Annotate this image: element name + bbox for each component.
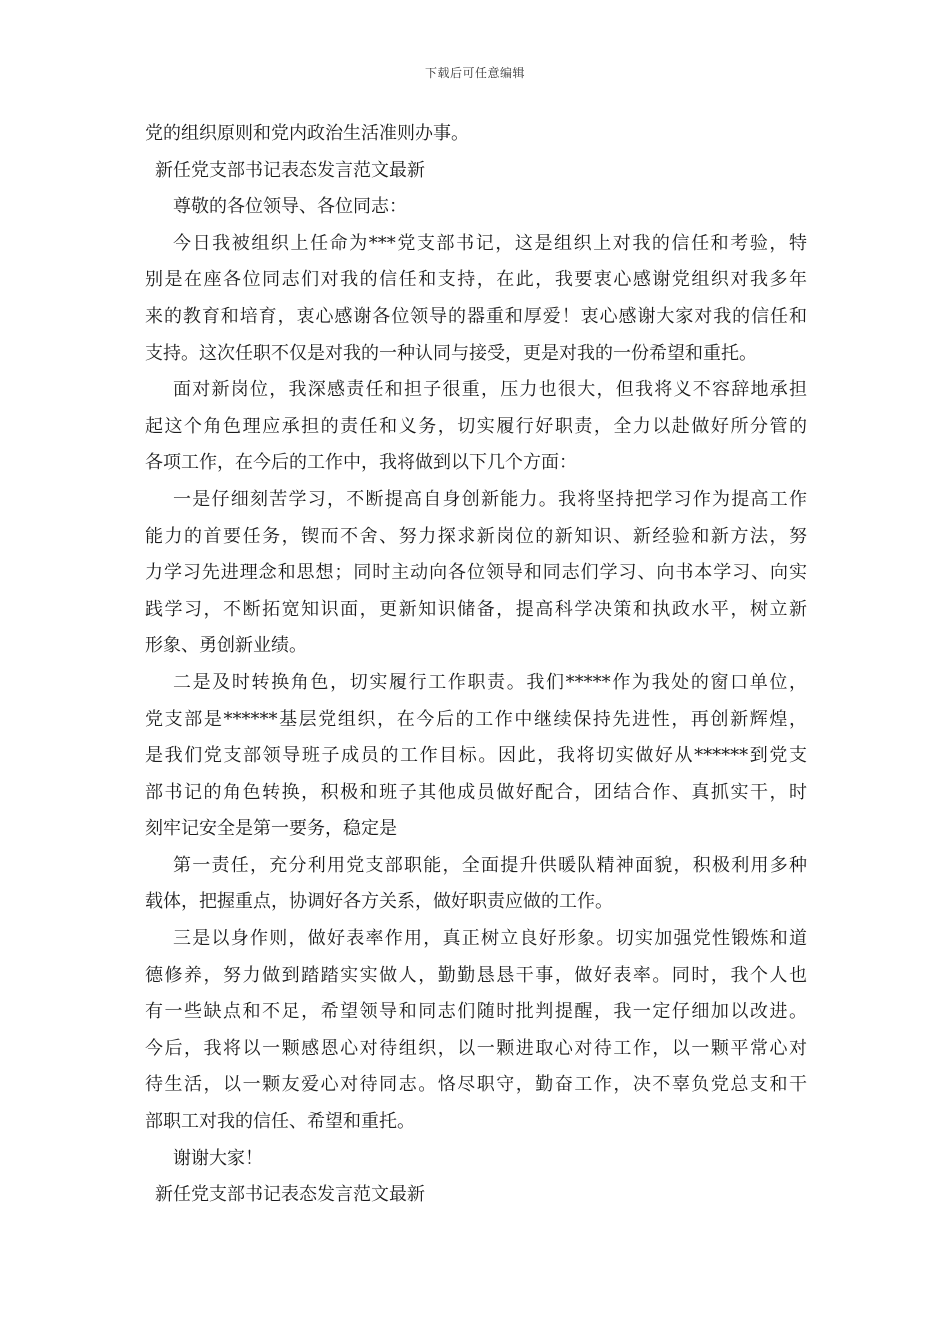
paragraph-line: 力学习先进理念和思想；同时主动向各位领导和同志们学习、向书本学习、向实 xyxy=(145,562,807,584)
paragraph-line: 面对新岗位，我深感责任和担子很重，压力也很大，但我将义不容辞地承担 xyxy=(173,379,807,401)
paragraph-line: 能力的首要任务，锲而不舍、努力探求新岗位的新知识、新经验和新方法，努 xyxy=(145,525,807,547)
paragraph-line: 党支部是******基层党组织，在今后的工作中继续保持先进性，再创新辉煌， xyxy=(145,708,807,730)
paragraph-line: 今后，我将以一颗感恩心对待组织，以一颗进取心对待工作，以一颗平常心对 xyxy=(145,1037,807,1059)
paragraph-line: 别是在座各位同志们对我的信任和支持，在此，我要衷心感谢党组织对我多年 xyxy=(145,269,807,291)
salutation: 尊敬的各位领导、各位同志： xyxy=(173,196,407,218)
paragraph-line: 支持。这次任职不仅是对我的一种认同与接受，更是对我的一份希望和重托。 xyxy=(145,342,757,364)
paragraph-line: 来的教育和培育，衷心感谢各位领导的器重和厚爱！衷心感谢大家对我的信任和 xyxy=(145,305,807,327)
paragraph-line: 第一责任，充分利用党支部职能，全面提升供暖队精神面貌，积极利用多种 xyxy=(173,854,807,876)
paragraph-line: 部职工对我的信任、希望和重托。 xyxy=(145,1111,415,1133)
paragraph-line: 三是以身作则，做好表率作用，真正树立良好形象。切实加强党性锻炼和道 xyxy=(173,928,807,950)
paragraph-line: 一是仔细刻苦学习，不断提高自身创新能力。我将坚持把学习作为提高工作 xyxy=(173,488,807,510)
paragraph-line: 有一些缺点和不足，希望领导和同志们随时批判提醒，我一定仔细加以改进。 xyxy=(145,1001,807,1023)
document-body xyxy=(145,116,807,1214)
paragraph-line: 部书记的角色转换，积极和班子其他成员做好配合，团结合作、真抓实干，时 xyxy=(145,781,807,803)
paragraph-line: 刻牢记安全是第一要务，稳定是 xyxy=(145,818,397,840)
paragraph-line: 党的组织原则和党内政治生活准则办事。 xyxy=(145,123,469,144)
paragraph-line: 起这个角色理应承担的责任和义务，切实履行好职责，全力以赴做好所分管的 xyxy=(145,415,807,437)
paragraph-line: 今日我被组织上任命为***党支部书记，这是组织上对我的信任和考验，特 xyxy=(173,232,807,254)
paragraph-line: 践学习，不断拓宽知识面，更新知识储备，提高科学决策和执政水平，树立新 xyxy=(145,598,807,620)
paragraph-line: 各项工作，在今后的工作中，我将做到以下几个方面： xyxy=(145,452,577,474)
paragraph-line: 形象、勇创新业绩。 xyxy=(145,635,307,657)
section-title: 新任党支部书记表态发言范文最新 xyxy=(155,159,425,181)
closing-line: 谢谢大家！ xyxy=(173,1147,263,1169)
paragraph-line: 是我们党支部领导班子成员的工作目标。因此，我将切实做好从******到党支 xyxy=(145,745,807,767)
section-title: 新任党支部书记表态发言范文最新 xyxy=(155,1184,425,1206)
page-header: 下载后可任意编辑 xyxy=(424,66,525,80)
paragraph-line: 二是及时转换角色，切实履行工作职责。我们*****作为我处的窗口单位， xyxy=(173,671,807,693)
paragraph-line: 载体，把握重点，协调好各方关系，做好职责应做的工作。 xyxy=(145,891,613,913)
paragraph-line: 德修养，努力做到踏踏实实做人，勤勤恳恳干事，做好表率。同时，我个人也 xyxy=(145,964,807,986)
paragraph-line: 待生活，以一颗友爱心对待同志。恪尽职守，勤奋工作，决不辜负党总支和干 xyxy=(145,1074,807,1096)
